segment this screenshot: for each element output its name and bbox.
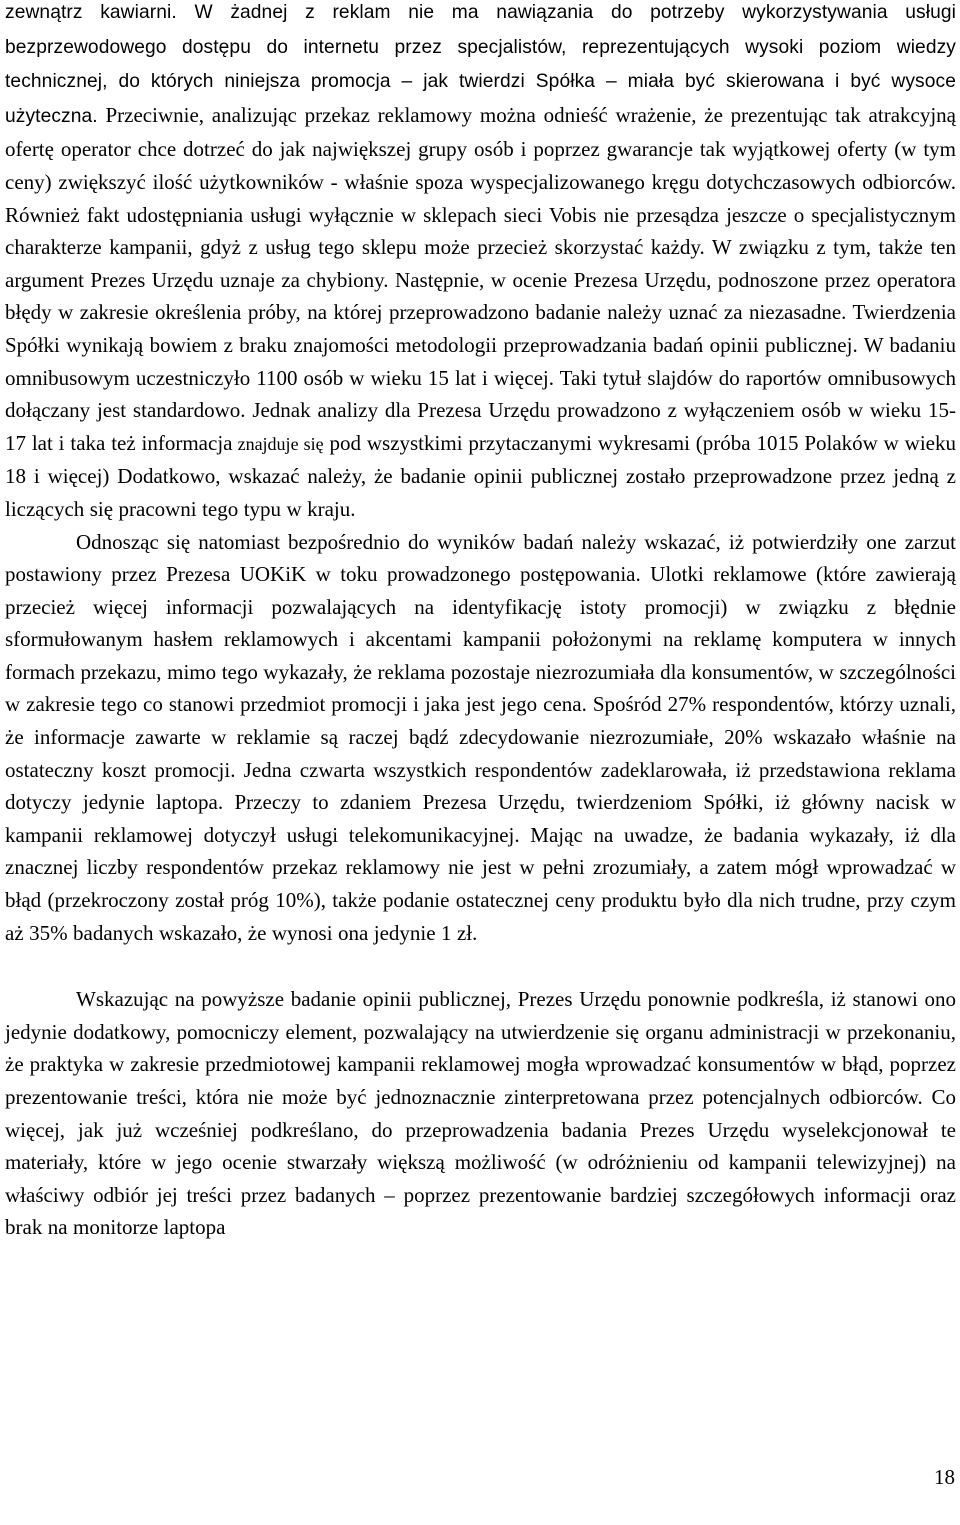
text-segment: znajduje się [232, 433, 324, 454]
text-segment: zewnątrz kawiarni. W żadnej z reklam nie ma nawiązania do potrzeby wykorzystywania usługi bezprzewodowego dostępu do internetu przez specjalistów, reprezentujących wysoki poziom wiedzy technicznej, do których niniejsza promocja – jak twierdzi Spółka – miała być skierowana i być wysoce użyteczna. [5, 2, 956, 127]
text-segment: Odnosząc się natomiast bezpośrednio do wyników badań należy wskazać, iż potwierdziły one zarzut postawiony przez Prezesa UOKiK w toku prowadzonego postępowania. Ulotki reklamowe (które zawierają przecież więcej informacji pozwalających na identyfikację istoty promocji) w związku z błędnie sformułowanym hasłem reklamowych i akcentami kampanii położonymi na reklamę komputera w innych formach przekazu, mimo tego wykazały, że reklama pozostaje niezrozumiała dla konsumentów, w szczególności w zakresie tego co stanowi przedmiot promocji i jaka jest jego cena. Spośród 27% respondentów, którzy uznali, że informacje zawarte w reklamie są raczej bądź zdecydowanie niezrozumiałe, 20% wskazało właśnie na ostateczny koszt promocji. Jedna czwarta wszystkich respondentów zadeklarowała, iż przedstawiona reklama dotyczy jedynie laptopa. Przeczy to zdaniem Prezesa Urzędu, twierdzeniom Spółki, iż główny nacisk w kampanii reklamowej dotyczył usługi telekomunikacyjnej. Mając na uwadze, że badania wykazały, iż dla znacznej liczby respondentów przekaz reklamowy nie jest w pełni zrozumiały, a zatem mógł wprowadzać w błąd (przekroczony został próg 10%), także podanie ostatecznej ceny produktu było dla nich trudne, przy czym aż 35% badanych wskazało, że wynosi ona jedynie 1 zł. [5, 529, 956, 945]
text-segment: Wskazując na powyższe badanie opinii publicznej, Prezes Urzędu ponownie podkreśla, iż stanowi ono jedynie dodatkowy, pomocniczy element, pozwalający na utwierdzenie się organu administracji w przekonaniu, że praktyka w zakresie przedmiotowej kampanii reklamowej mogła wprowadzać konsumentów w błąd, poprzez prezentowanie treści, która nie może być jednoznacznie zinterpretowana przez potencjalnych odbiorców. Co więcej, jak już wcześniej podkreślano, do przeprowadzenia badania Prezes Urzędu wyselekcjonował te materiały, które w jego ocenie stwarzały większą możliwość (w odróżnieniu od kampanii telewizyjnej) na właściwy odbiór jej treści przez badanych – poprzez prezentowanie bardziej szczegółowych informacji oraz brak na monitorze laptopa [5, 987, 956, 1240]
paragraph-survey-results [5, 526, 956, 950]
document-page [5, 0, 956, 1244]
text-segment: pod wszystkimi przytaczanymi wykresami (próba 1015 Polaków w wieku 18 i więcej) Dodatkowo, wskazać należy, że badanie opinii publicznej zostało przeprowadzone przez jedną z liczących się pracowni tego typu w kraju. [5, 430, 956, 521]
paragraph-survey-conclusion [5, 983, 956, 1244]
paragraph-continuation [5, 0, 956, 526]
page-number: 18 [934, 1465, 955, 1489]
text-segment: Przeciwnie, analizując przekaz reklamowy można odnieść wrażenie, że prezentując tak atrakcyjną ofertę operator chce dotrzeć do jak największej grupy osób i poprzez gwarancje tak wyjątkowej oferty (w tym ceny) zwiększyć ilość użytkowników - właśnie spoza wyspecjalizowanego kręgu dotychczasowych odbiorców. Również fakt udostępniania usługi wyłącznie w sklepach sieci Vobis nie przesądza jeszcze o specjalistycznym charakterze kampanii, gdyż z usług tego sklepu może przecież skorzystać każdy. W związku z tym, także ten argument Prezes Urzędu uznaje za chybiony. Następnie, w ocenie Prezesa Urzędu, podnoszone przez operatora błędy w zakresie określenia próby, na której przeprowadzono badanie należy uznać za niezasadne. Twierdzenia Spółki wynikają bowiem z braku znajomości metodologii przeprowadzania badań opinii publicznej. W badaniu omnibusowym uczestniczyło 1100 osób w wieku 15 lat i więcej. Taki tytuł slajdów do raportów omnibusowych dołączany jest standardowo. Jednak analizy dla Prezesa Urzędu prowadzono z wyłączeniem osób w wieku 15-17 lat i taka też informacja [5, 102, 956, 455]
